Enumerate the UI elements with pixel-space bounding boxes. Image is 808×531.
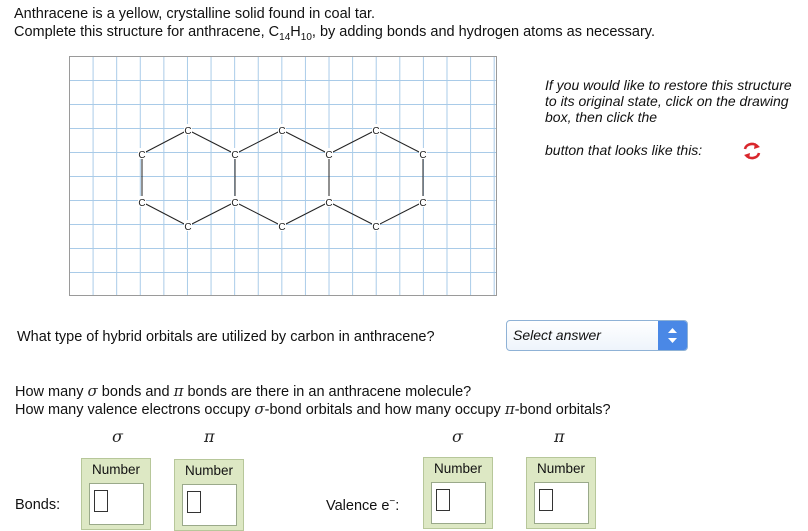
bond-count-questions [15,383,611,419]
sigma-symbol: σ [254,400,265,418]
carbon-atom[interactable]: C [231,150,239,161]
hybrid-orbital-select[interactable] [506,320,688,351]
carbon-atom[interactable]: C [231,198,239,209]
anthracene-skeleton [70,57,498,297]
sigma-symbol: σ [87,382,98,400]
number-caption: Number [433,461,482,476]
q2-l2-c: -bond orbitals? [514,402,611,418]
q2-l2-a: How many valence electrons occupy [15,402,255,418]
bonds-pi-header: π [204,427,215,446]
valence-label-text: Valence e [326,497,390,514]
number-caption: Number [91,462,140,477]
single-bond[interactable] [329,202,376,226]
single-bond[interactable] [142,202,188,226]
hybrid-orbital-question: What type of hybrid orbitals are utilized by carbon in anthracene? [17,329,435,345]
q2-l2-b: -bond orbitals and how many occupy [264,402,505,418]
single-bond[interactable] [188,130,235,154]
formula-subscript-c: 14 [279,31,291,43]
carbon-atom[interactable]: C [184,126,192,137]
intro-line-2-pre: Complete this structure for anthracene, C [14,24,280,40]
valence-pi-card [526,457,596,529]
formula-h: H [290,24,301,40]
carbon-atom[interactable]: C [184,222,192,233]
answer-box [534,482,589,524]
intro-line-1: Anthracene is a yellow, crystalline solid found in coal tar. [14,6,376,22]
q2-l1-c: bonds are there in an anthracene molecule? [183,384,472,400]
valence-sigma-header: σ [452,427,463,446]
q2-l1-a: How many [15,384,88,400]
carbon-atom[interactable]: C [278,222,286,233]
carbon-atom[interactable]: C [278,126,286,137]
valence-pi-header: π [554,427,565,446]
bonds-pi-input[interactable] [187,491,201,513]
valence-sigma-card [423,457,493,529]
single-bond[interactable] [188,202,235,226]
restore-button-hint: button that looks like this: [545,142,703,158]
carbon-atom[interactable]: C [325,198,333,209]
bonds-label: Bonds: [15,497,61,513]
sigma-pi-bond-question [15,383,611,401]
valence-superscript: − [389,496,396,507]
intro-line-2 [14,23,655,47]
formula-subscript-h: 10 [300,31,312,43]
carbon-atom[interactable]: C [372,126,380,137]
single-bond[interactable] [329,130,376,154]
single-bond[interactable] [282,202,329,226]
valence-pi-input[interactable] [539,489,553,511]
bonds-pi-card [174,459,244,531]
carbon-atom[interactable]: C [138,150,146,161]
carbon-atom[interactable]: C [419,198,427,209]
restore-instructions: If you would like to restore this structure to its original state, click on the drawing box, then click the [545,77,792,125]
single-bond[interactable] [235,130,282,154]
carbon-atom[interactable]: C [138,198,146,209]
answer-box [89,483,144,525]
answer-box [182,484,237,526]
number-caption: Number [536,461,585,476]
pi-symbol: π [504,400,515,418]
single-bond[interactable] [376,202,423,226]
number-caption: Number [184,463,233,478]
single-bond[interactable] [376,130,423,154]
valence-electron-question [15,401,611,419]
structure-drawing-box[interactable] [69,56,497,296]
bonds-sigma-header: σ [112,427,123,446]
carbon-atom[interactable]: C [419,150,427,161]
single-bond[interactable] [235,202,282,226]
valence-label [326,496,399,514]
intro-text [14,5,655,47]
valence-colon: : [395,497,400,514]
single-bond[interactable] [142,130,188,154]
intro-line-2-post: , by adding bonds and hydrogen atoms as necessary. [311,24,656,40]
q2-l1-b: bonds and [97,384,174,400]
pi-symbol: π [173,382,184,400]
select-value: Select answer [513,327,601,343]
single-bond[interactable] [282,130,329,154]
select-arrows-icon[interactable] [658,321,687,350]
carbon-atom[interactable]: C [325,150,333,161]
restore-arrows-icon[interactable] [740,139,764,163]
carbon-atom[interactable]: C [372,222,380,233]
bonds-sigma-card [81,458,151,530]
valence-sigma-input[interactable] [436,489,450,511]
answer-box [431,482,486,524]
bonds-sigma-input[interactable] [94,490,108,512]
